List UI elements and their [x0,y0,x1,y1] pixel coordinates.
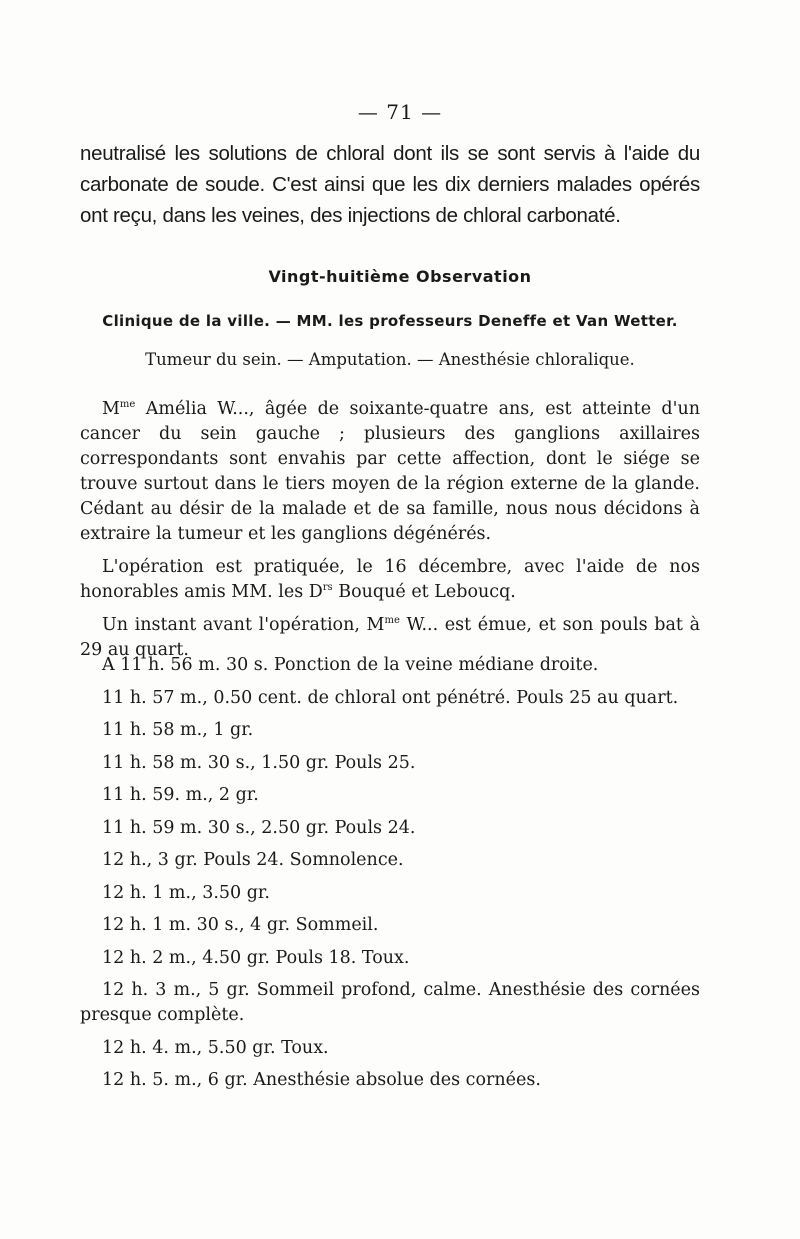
timeline-entry: 11 h. 58 m., 1 gr. [102,720,254,740]
timeline-entry: 11 h. 59 m. 30 s., 2.50 gr. Pouls 24. [102,817,416,838]
timeline-entries [80,653,700,1101]
paragraph-text: Bouqué et Leboucq. [332,582,516,602]
timeline-entry: 12 h. 2 m., 4.50 gr. Pouls 18. Toux. [102,947,410,968]
timeline-entry: 11 h. 58 m. 30 s., 1.50 gr. Pouls 25. [102,752,416,773]
paragraph-text: Un instant avant l'opération, M [102,615,385,635]
timeline-entry: 12 h. 3 m., 5 gr. Sommeil profond, calme. Anesthésie des cornées presque complète. [80,980,700,1025]
timeline-entry: 11 h. 59. m., 2 gr. [102,785,259,805]
page-number: — 71 — [357,100,443,124]
timeline-entry: 12 h. 4. m., 5.50 gr. Toux. [102,1037,329,1058]
case-description [80,397,700,671]
clinic-heading: Clinique de la ville. — MM. les professeurs Deneffe et Van Wetter. [102,312,678,330]
title-superscript: me [384,615,400,627]
timeline-entry: 12 h. 1 m. 30 s., 4 gr. Sommeil. [102,915,379,935]
paragraph-operation [80,555,700,605]
timeline-entry: 12 h. 5. m., 6 gr. Anesthésie absolue des cornées. [102,1070,541,1090]
timeline-entry: 12 h. 1 m., 3.50 gr. [102,882,270,903]
paragraph-patient [80,397,700,547]
timeline-entry: A 11 h. 56 m. 30 s. Ponction de la veine médiane droite. [102,655,599,675]
title-superscript: me [119,399,136,411]
intro-paragraph [80,138,700,231]
observation-title: Vingt-huitième Observation [268,267,532,286]
paragraph-text: L'opération est pratiquée, le 16 décembre, avec l'aide de nos honorables amis MM. les D [80,557,700,602]
timeline-entry: 12 h., 3 gr. Pouls 24. Somnolence. [102,850,404,870]
title-superscript: rs [322,582,333,594]
observation-subtitle: Tumeur du sein. — Amputation. — Anesthésie chloralique. [145,350,635,369]
timeline-entry: 11 h. 57 m., 0.50 cent. de chloral ont pénétré. Pouls 25 au quart. [102,687,679,708]
intro-text: neutralisé les solutions de chloral dont ils se sont servis à l'aide du carbonate de soude. C'est ainsi que les dix derniers malades opérés ont reçu, dans les veines, des injections de chloral carbonaté. [80,142,700,227]
title-prefix: M [102,399,120,419]
paragraph-text: Amélia W..., âgée de soixante-quatre ans, est atteinte d'un cancer du sein gauche ; plusieurs des ganglions axillaires correspondants sont envahis par cette affection, dont le siége se trouve surtout dans le tiers moyen de la région externe de la glande. Cédant au désir de la malade et de sa famille, nous nous décidons à extraire la tumeur et les ganglions dégénérés. [80,399,700,544]
paragraph-text: W... est émue, et son pouls bat à 29 au quart. [80,615,700,660]
